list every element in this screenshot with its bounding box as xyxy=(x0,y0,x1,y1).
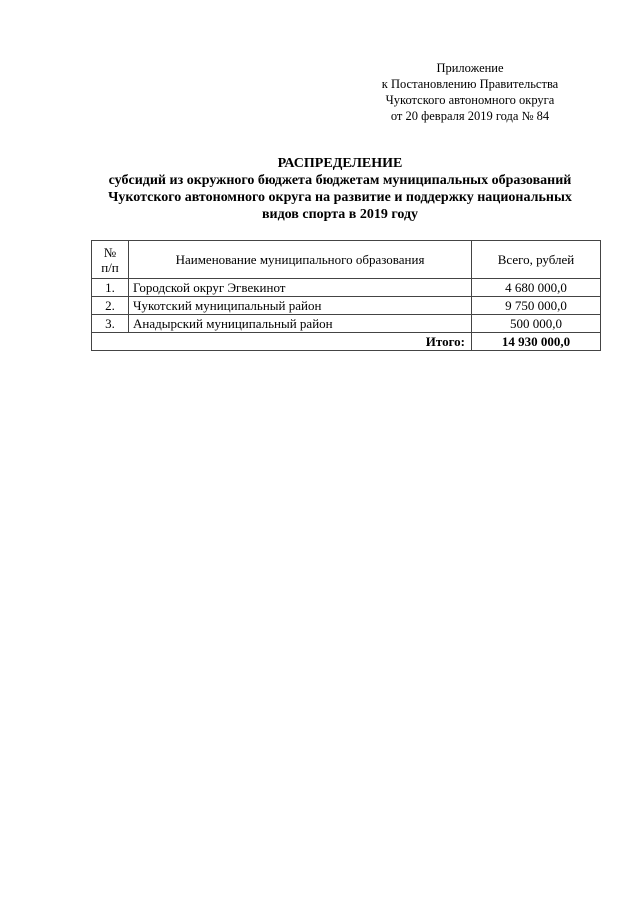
appendix-header xyxy=(360,60,580,124)
table-row xyxy=(92,315,601,333)
subsidy-table xyxy=(91,240,601,351)
header-num-line1: № xyxy=(103,244,117,260)
appendix-line: к Постановлению Правительства xyxy=(381,77,559,91)
appendix-line: от 20 февраля 2019 года № 84 xyxy=(390,109,550,123)
table-header-row xyxy=(92,241,601,279)
row-name: Чукотский муниципальный район xyxy=(129,297,472,315)
row-sum: 500 000,0 xyxy=(472,315,601,333)
header-num-line2: п/п xyxy=(101,259,119,275)
header-num xyxy=(92,241,129,279)
total-label: Итого: xyxy=(92,333,472,351)
table-row xyxy=(92,279,601,297)
appendix-line: Чукотского автономного округа xyxy=(385,93,555,107)
row-name: Городской округ Эгвекинот xyxy=(129,279,472,297)
title-line: субсидий из окружного бюджета бюджетам муниципальных образований xyxy=(108,173,572,188)
title-line: Чукотского автономного округа на развитие и поддержку национальных xyxy=(108,190,572,205)
total-value: 14 930 000,0 xyxy=(472,333,601,351)
title-line: видов спорта в 2019 году xyxy=(261,207,419,222)
appendix-line: Приложение xyxy=(436,61,504,75)
row-num: 1. xyxy=(92,279,129,297)
header-sum: Всего, рублей xyxy=(472,241,601,279)
document-title xyxy=(60,155,620,223)
row-name: Анадырский муниципальный район xyxy=(129,315,472,333)
row-sum: 4 680 000,0 xyxy=(472,279,601,297)
table-row xyxy=(92,297,601,315)
row-num: 2. xyxy=(92,297,129,315)
title-heading: РАСПРЕДЕЛЕНИЕ xyxy=(277,156,403,171)
table-total-row xyxy=(92,333,601,351)
header-name: Наименование муниципального образования xyxy=(129,241,472,279)
row-sum: 9 750 000,0 xyxy=(472,297,601,315)
row-num: 3. xyxy=(92,315,129,333)
